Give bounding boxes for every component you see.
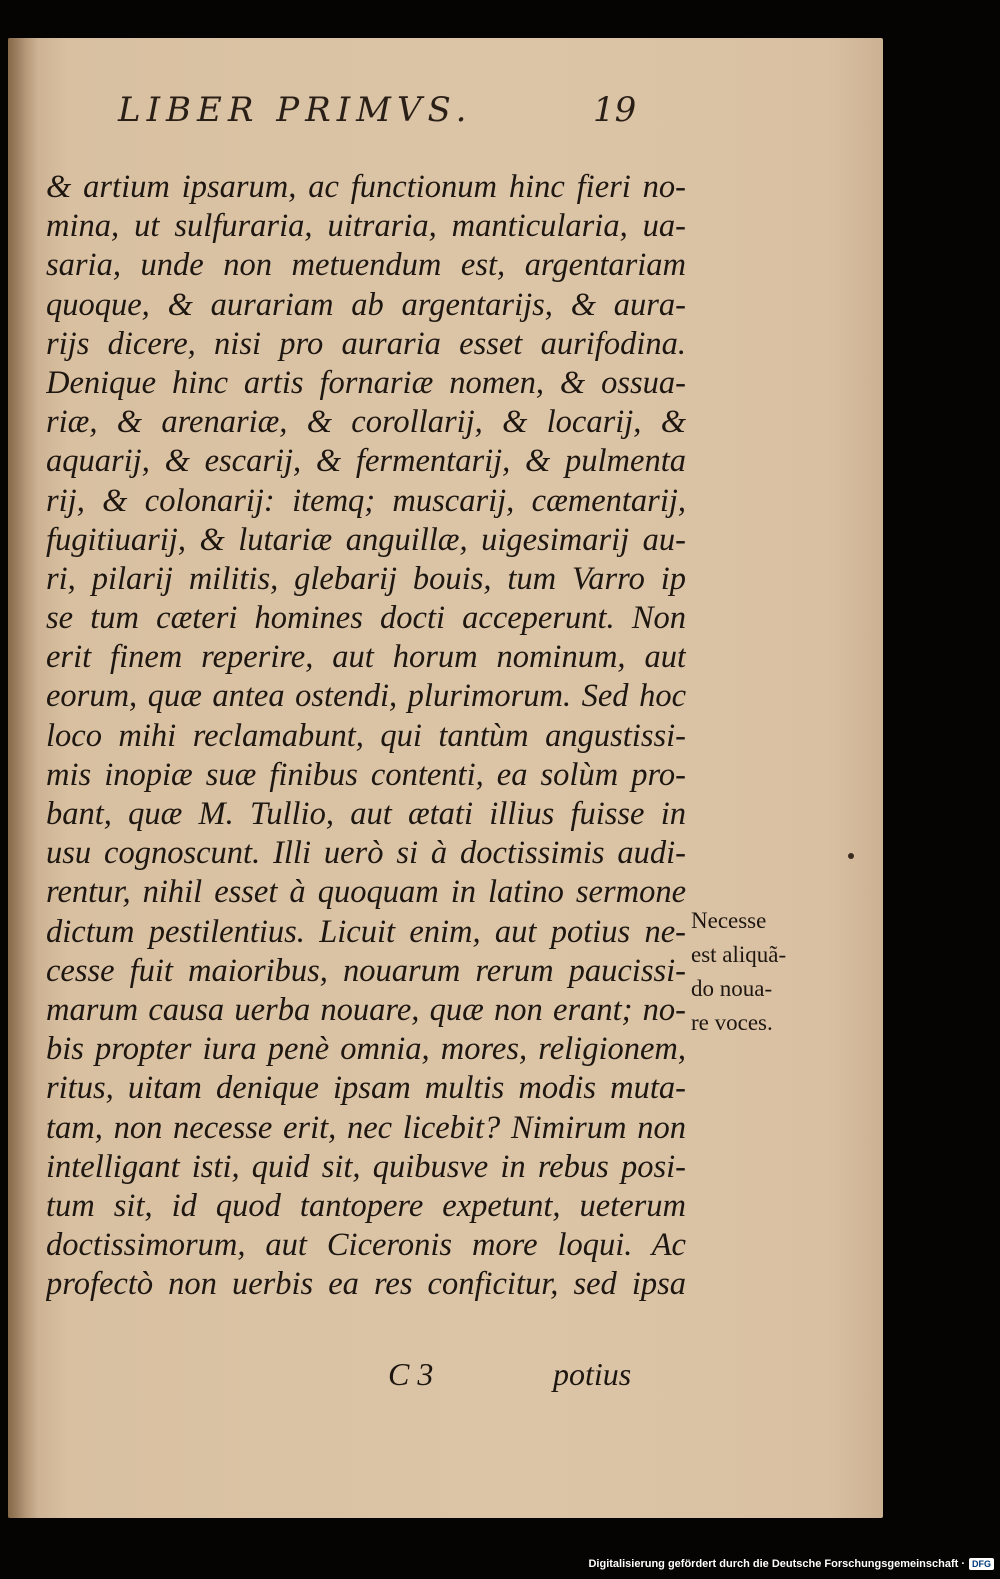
text-line: bant, quæ M. Tullio, aut ætati illius fuisse in — [46, 796, 686, 832]
text-line: Denique hinc artis fornariæ nomen, & ossua- — [46, 364, 686, 401]
text-line: rij, & colonarij: itemq; muscarij, cæmentarij, — [46, 482, 686, 519]
running-head: LIBER PRIMVS. — [118, 90, 473, 130]
text-line: tam, non necesse erit, nec licebit? Nimirum non — [46, 1109, 686, 1146]
body-text — [46, 168, 686, 1304]
catchword: potius — [553, 1356, 632, 1392]
text-line: riæ, & arenariæ, & corollarij, & locarij, & — [46, 404, 686, 441]
text-line: rentur, nihil esset à quoquam in latino sermone — [46, 874, 686, 911]
text-line: usu cognoscunt. Illi uerò si à doctissimis audi- — [46, 835, 686, 872]
margin-note-line: Necesse — [691, 908, 767, 933]
signature-mark: C 3 — [388, 1356, 434, 1392]
text-line: eorum, quæ antea ostendi, plurimorum. Sed hoc — [46, 678, 686, 715]
catchline — [388, 1356, 648, 1396]
margin-note-line: do noua- — [691, 976, 773, 1001]
margin-note-line: re voces. — [691, 1010, 773, 1035]
text-line: profectò non uerbis ea res conficitur, sed ipsa — [46, 1266, 686, 1303]
page-number: 19 — [593, 90, 637, 130]
text-line: rijs dicere, nisi pro auraria esset aurifodina. — [46, 325, 686, 362]
text-line: fugitiuarij, & lutariæ anguillæ, uigesimarij au- — [46, 521, 686, 558]
text-line: doctissimorum, aut Ciceronis more loqui. Ac — [46, 1227, 686, 1264]
text-line: ritus, uitam denique ipsam multis modis muta- — [46, 1070, 686, 1107]
text-line: dictum pestilentius. Licuit enim, aut potius ne- — [46, 913, 686, 950]
text-line: erit finem reperire, aut horum nominum, aut — [46, 639, 686, 676]
text-line: quoque, & aurariam ab argentarijs, & aura- — [46, 286, 686, 323]
text-line: se tum cæteri homines docti acceperunt. Non — [46, 600, 686, 637]
text-line: intelligant isti, quid sit, quibusve in rebus posi- — [46, 1148, 686, 1185]
book-page — [8, 38, 883, 1518]
digitization-credit — [588, 1553, 994, 1575]
margin-note-line: est aliquã- — [691, 942, 787, 967]
ink-speck — [848, 853, 854, 859]
text-line: ri, pilarij militis, glebarij bouis, tum Varro ip — [46, 560, 686, 597]
text-line: & artium ipsarum, ac functionum hinc fieri no- — [46, 169, 686, 205]
text-line: loco mihi reclamabunt, qui tantùm angustissi- — [46, 717, 686, 754]
text-line: mis inopiæ suæ finibus contenti, ea solùm pro- — [46, 756, 686, 793]
margin-note — [691, 904, 821, 1040]
text-line: cesse fuit maioribus, nouarum rerum paucissi- — [46, 952, 686, 989]
text-line: saria, unde non metuendum est, argentariam — [46, 247, 686, 284]
text-line: marum causa uerba nouare, quæ non erant; no- — [46, 991, 686, 1028]
text-line: aquarij, & escarij, & fermentarij, & pulmenta — [46, 443, 686, 480]
credit-text: Digitalisierung gefördert durch die Deutsche Forschungsgemeinschaft · — [588, 1558, 965, 1570]
text-line: mina, ut sulfuraria, uitraria, manticularia, ua- — [46, 208, 686, 245]
dfg-logo: DFG — [969, 1558, 994, 1570]
text-line: tum sit, id quod tantopere expetunt, ueterum — [46, 1187, 686, 1224]
text-line: bis propter iura penè omnia, mores, religionem, — [46, 1031, 686, 1068]
